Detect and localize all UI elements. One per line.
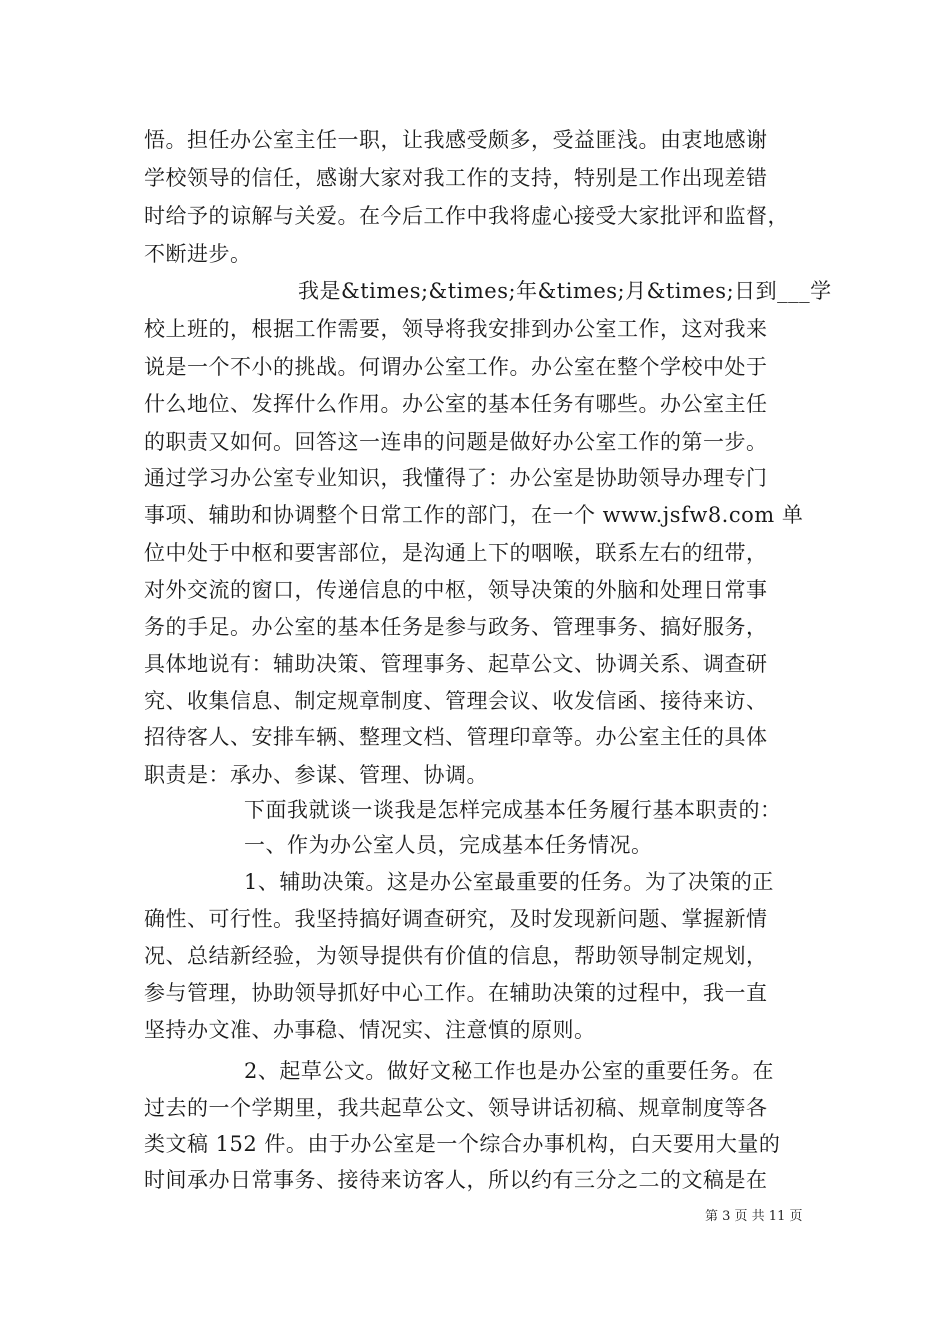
- text-line: 况、总结新经验，为领导提供有价值的信息，帮助领导制定规划，: [144, 944, 768, 968]
- text-line: 时间承办日常事务、接待来访客人，所以约有三分之二的文稿是在: [144, 1168, 768, 1192]
- text-line: 对外交流的窗口，传递信息的中枢，领导决策的外脑和处理日常事: [144, 578, 768, 602]
- text-line: 职责是：承办、参谋、管理、协调。: [144, 763, 488, 787]
- text-line: 什么地位、发挥什么作用。办公室的基本任务有哪些。办公室主任: [144, 392, 768, 416]
- text-line: 时给予的谅解与关爱。在今后工作中我将虚心接受大家批评和监督，: [144, 204, 789, 228]
- text-line: 务的手足。办公室的基本任务是参与政务、管理事务、搞好服务，: [144, 615, 768, 639]
- text-line: 确性、可行性。我坚持搞好调查研究，及时发现新问题、掌握新情: [144, 907, 768, 931]
- text-line: 的职责又如何。回答这一连串的问题是做好办公室工作的第一步。: [144, 430, 768, 454]
- text-line: 2、起草公文。做好文秘工作也是办公室的重要任务。在: [244, 1059, 774, 1083]
- text-line: 下面我就谈一谈我是怎样完成基本任务履行基本职责的：: [244, 798, 782, 822]
- page-number: 第 3 页 共 11 页: [705, 1209, 803, 1224]
- text-line: 通过学习办公室专业知识，我懂得了：办公室是协助领导办理专门: [144, 466, 768, 490]
- text-line: 我是&times;&times;年&times;月&times;日到___学: [298, 279, 832, 303]
- text-line: 事项、辅助和协调整个日常工作的部门，在一个 www.jsfw8.com 单: [144, 503, 804, 527]
- text-line: 具体地说有：辅助决策、管理事务、起草公文、协调关系、调查研: [144, 652, 768, 676]
- text-line: 1、辅助决策。这是办公室最重要的任务。为了决策的正: [244, 870, 774, 894]
- text-line: 究、收集信息、制定规章制度、管理会议、收发信函、接待来访、: [144, 689, 768, 713]
- text-line: 类文稿 152 件。由于办公室是一个综合办事机构，白天要用大量的: [144, 1132, 781, 1156]
- text-line: 悟。担任办公室主任一职，让我感受颇多，受益匪浅。由衷地感谢: [144, 128, 768, 152]
- text-line: 学校领导的信任，感谢大家对我工作的支持，特别是工作出现差错: [144, 166, 768, 190]
- text-line: 说是一个不小的挑战。何谓办公室工作。办公室在整个学校中处于: [144, 355, 768, 379]
- text-line: 位中处于中枢和要害部位，是沟通上下的咽喉，联系左右的纽带，: [144, 541, 768, 565]
- text-line: 不断进步。: [144, 242, 252, 266]
- text-line: 坚持办文准、办事稳、情况实、注意慎的原则。: [144, 1018, 596, 1042]
- text-line: 过去的一个学期里，我共起草公文、领导讲话初稿、规章制度等各: [144, 1096, 768, 1120]
- text-line: 参与管理，协助领导抓好中心工作。在辅助决策的过程中，我一直: [144, 981, 768, 1005]
- text-line: 校上班的，根据工作需要，领导将我安排到办公室工作，这对我来: [144, 317, 768, 341]
- text-line: 招待客人、安排车辆、整理文档、管理印章等。办公室主任的具体: [144, 725, 768, 749]
- text-line: 一、作为办公室人员，完成基本任务情况。: [244, 833, 653, 857]
